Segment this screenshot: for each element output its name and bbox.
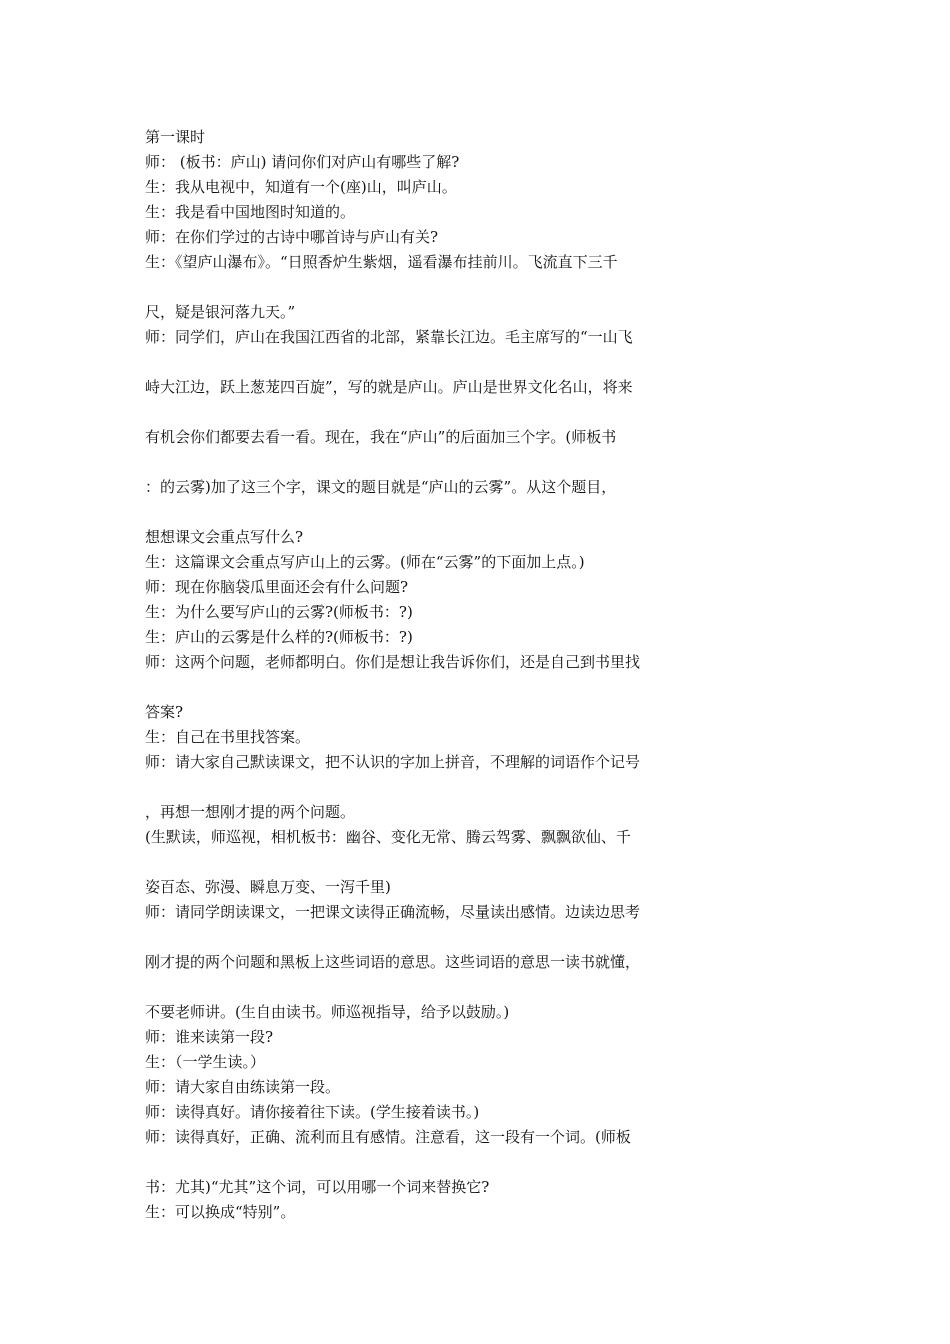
- text-line: 师：请大家自由练读第一段。: [145, 1078, 341, 1096]
- text-line: 生：可以换成“特别”。: [145, 1203, 296, 1221]
- text-line: 生：我是看中国地图时知道的。: [145, 203, 356, 221]
- text-line: 生：自己在书里找答案。: [145, 728, 311, 746]
- document-page: [145, 125, 705, 1225]
- text-line: 师：同学们，庐山在我国江西省的北部，紧靠长江边。毛主席写的“一山飞: [145, 328, 633, 346]
- text-line: 峙大江边，跃上葱茏四百旋”，写的就是庐山。庐山是世界文化名山，将来: [145, 378, 633, 396]
- text-line: 书：尤其)“尤其”这个词，可以用哪一个词来替换它?: [145, 1178, 490, 1196]
- text-line: 师：在你们学过的古诗中哪首诗与庐山有关?: [145, 228, 439, 246]
- text-line: 生：为什么要写庐山的云雾?(师板书：?): [145, 603, 413, 621]
- text-line: 师：请同学朗读课文，一把课文读得正确流畅，尽量读出感情。边读边思考: [145, 903, 641, 921]
- text-line: 答案?: [145, 703, 184, 721]
- text-line: 姿百态、弥漫、瞬息万变、一泻千里): [145, 878, 391, 896]
- text-line: 师：这两个问题，老师都明白。你们是想让我告诉你们，还是自己到书里找: [145, 653, 641, 671]
- text-line: 生：我从电视中，知道有一个(座)山，叫庐山。: [145, 178, 457, 196]
- text-line: 师：读得真好，正确、流利而且有感情。注意看，这一段有一个词。(师板: [145, 1128, 631, 1146]
- text-line: 师： (板书：庐山) 请问你们对庐山有哪些了解?: [145, 153, 460, 171]
- text-line: 师：读得真好。请你接着往下读。(学生接着读书。): [145, 1103, 480, 1121]
- text-line: 第一课时: [145, 128, 206, 146]
- text-line: 生：《望庐山瀑布》。“日照香炉生紫烟，遥看瀑布挂前川。飞流直下三千: [145, 253, 618, 271]
- text-line: 有机会你们都要去看一看。现在，我在“庐山”的后面加三个字。(师板书: [145, 428, 617, 446]
- text-line: 生：庐山的云雾是什么样的?(师板书：?): [145, 628, 413, 646]
- text-line: 师：请大家自己默读课文，把不认识的字加上拼音，不理解的词语作个记号: [145, 753, 641, 771]
- text-line: ：的云雾)加了这三个字，课文的题目就是“庐山的云雾”。从这个题目，: [145, 478, 617, 496]
- text-line: 师：谁来读第一段?: [145, 1028, 274, 1046]
- text-line: 刚才提的两个问题和黑板上这些词语的意思。这些词语的意思一读书就懂，: [145, 953, 641, 971]
- text-line: 尺，疑是银河落九天。”: [145, 303, 296, 321]
- text-line: 不要老师讲。(生自由读书。师巡视指导，给予以鼓励。): [145, 1003, 510, 1021]
- text-line: 想想课文会重点写什么?: [145, 528, 304, 546]
- text-line: 生：这篇课文会重点写庐山上的云雾。(师在“云雾”的下面加上点。): [145, 553, 585, 571]
- text-line: 生：（一学生读。）: [145, 1053, 266, 1071]
- text-line: ，再想一想刚才提的两个问题。: [145, 803, 356, 821]
- text-line: (生默读，师巡视，相机板书：幽谷、变化无常、腾云驾雾、飘飘欲仙、千: [145, 828, 631, 846]
- text-line: 师：现在你脑袋瓜里面还会有什么问题?: [145, 578, 409, 596]
